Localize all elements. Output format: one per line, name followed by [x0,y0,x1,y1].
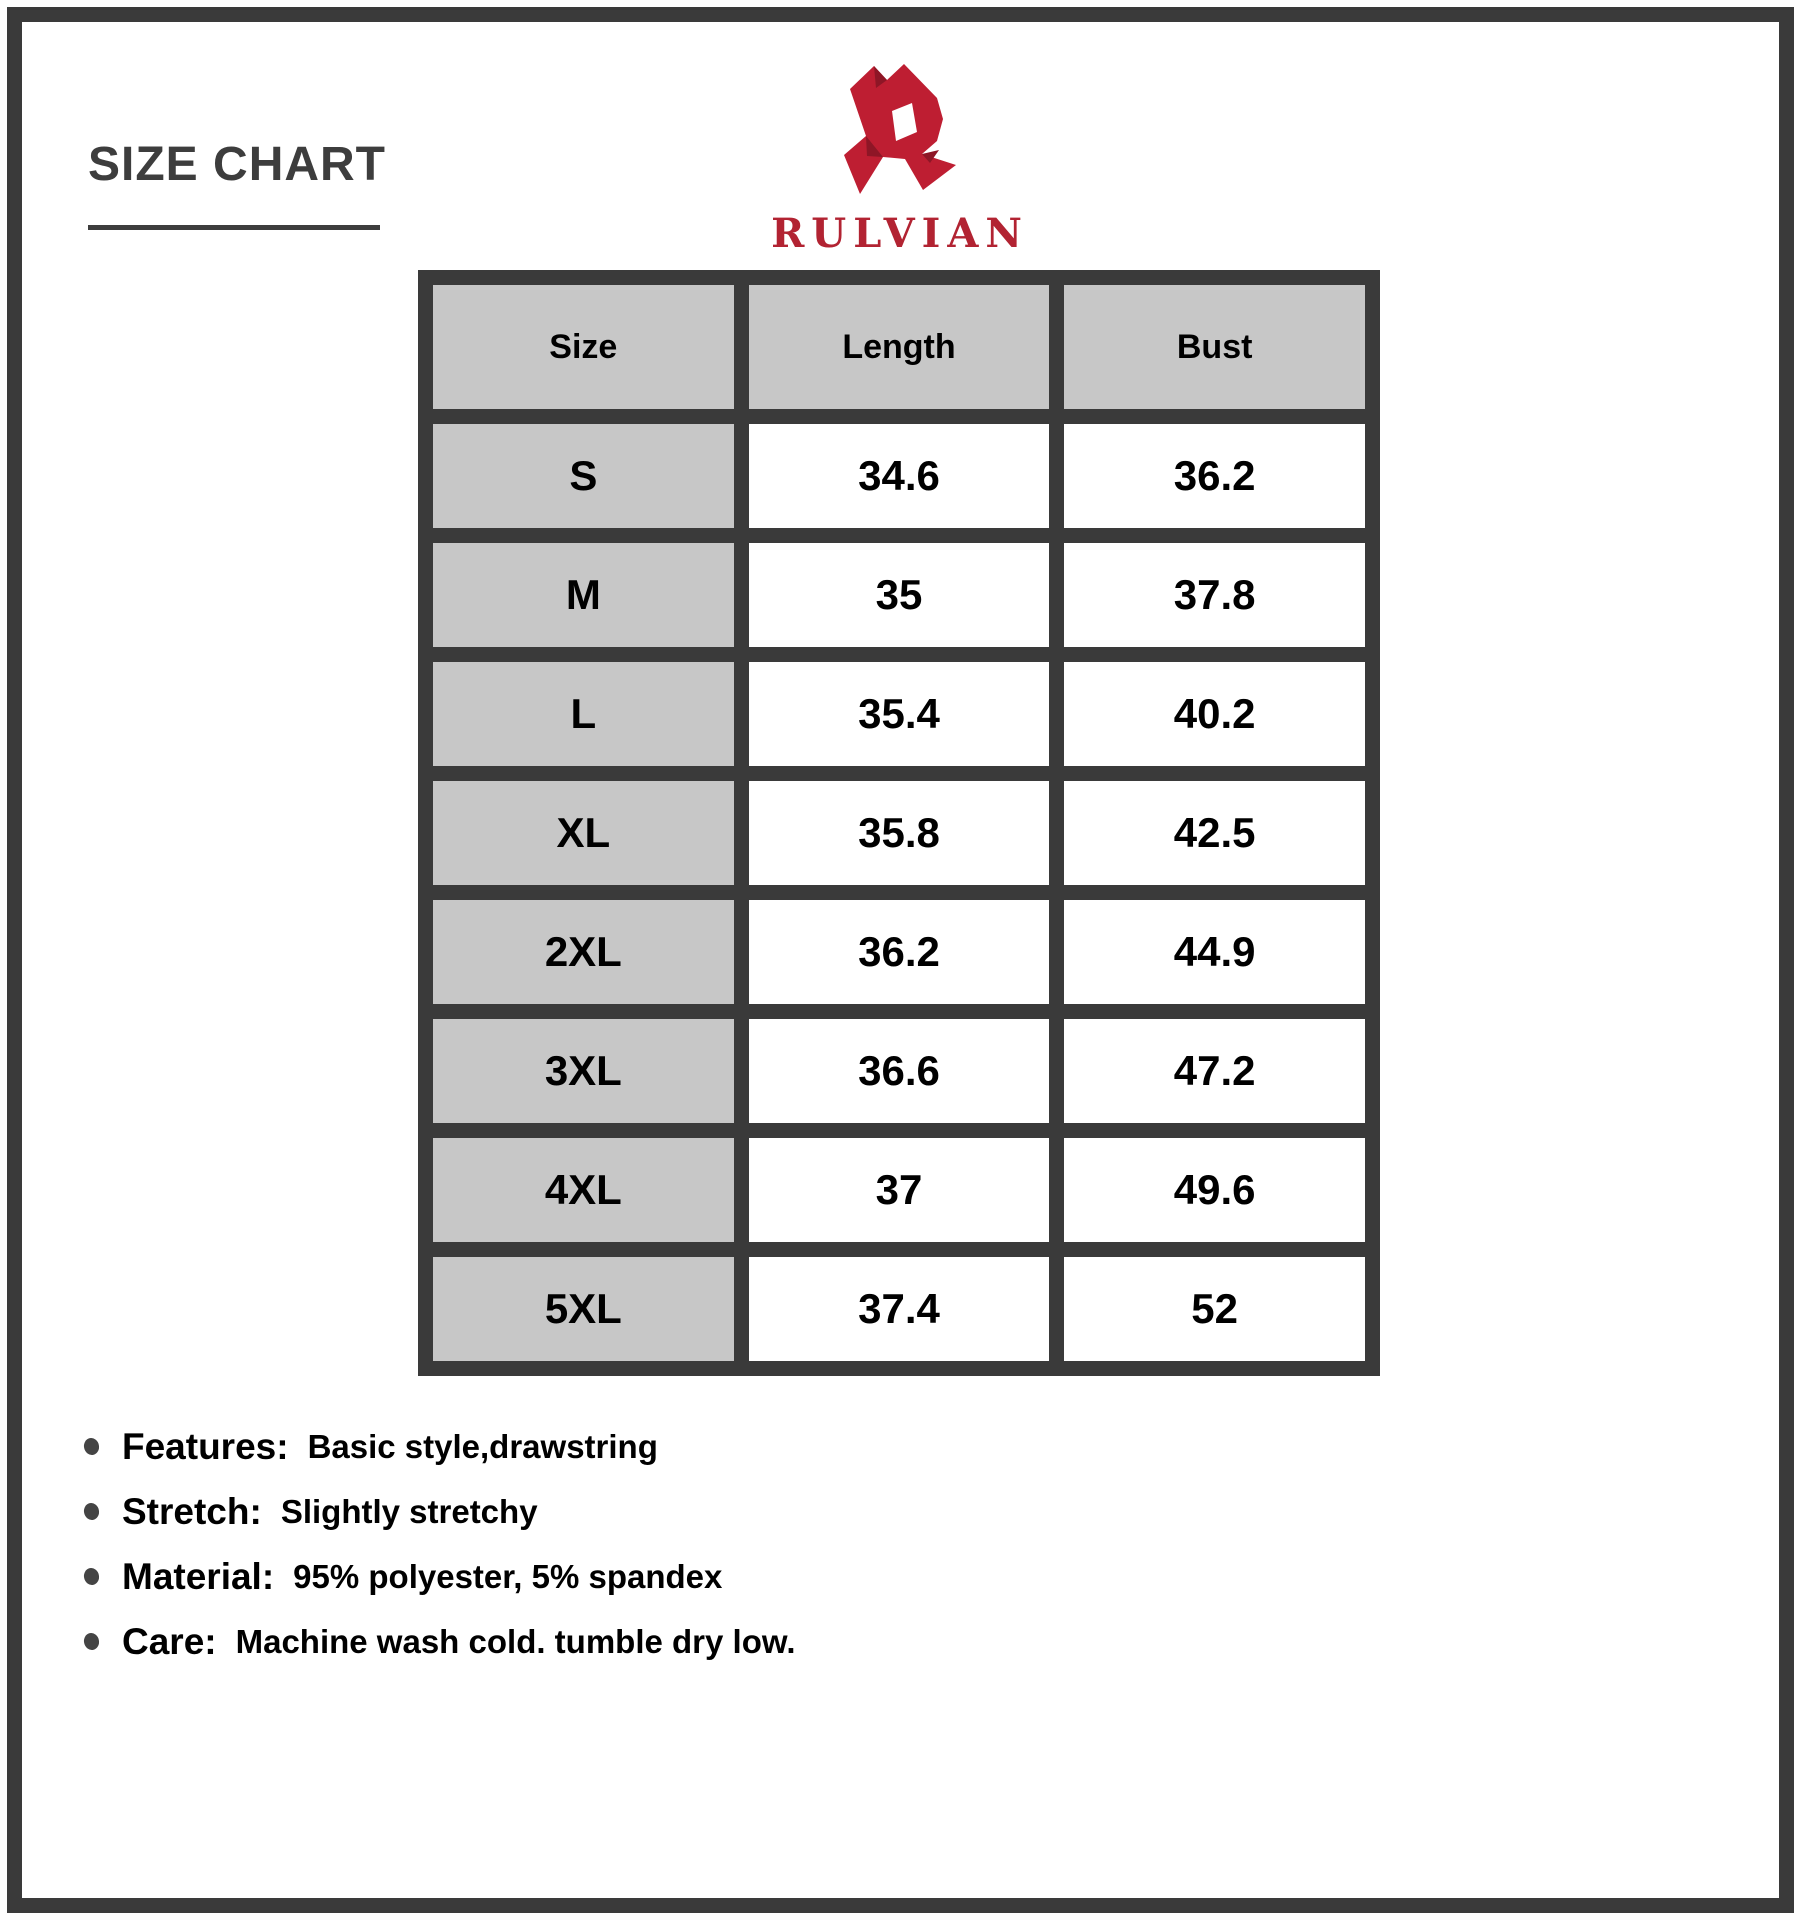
length-cell: 35.4 [749,662,1050,766]
table-row [433,424,1365,528]
brand-wordmark: RULVIAN [771,210,1029,257]
size-cell: 4XL [433,1138,734,1242]
bullet-icon [82,1632,100,1652]
column-header-bust: Bust [1064,285,1365,409]
size-cell: M [433,543,734,647]
detail-label: Material: [122,1555,275,1597]
product-details-list [84,1414,795,1674]
list-item [84,1544,795,1609]
size-cell: 5XL [433,1257,734,1361]
table-row [433,543,1365,647]
table-row [433,781,1365,885]
detail-value: Machine wash cold. tumble dry low. [235,1622,796,1660]
bust-cell: 44.9 [1064,900,1365,1004]
detail-label: Stretch: [122,1490,262,1532]
table-row [433,1019,1365,1123]
column-header-size: Size [433,285,734,409]
table-header-row [433,285,1365,409]
list-item [84,1609,795,1674]
detail-value: Slightly stretchy [280,1492,538,1530]
length-cell: 36.2 [749,900,1050,1004]
column-header-length: Length [749,285,1050,409]
size-cell: S [433,424,734,528]
bust-cell: 49.6 [1064,1138,1365,1242]
table-row [433,1138,1365,1242]
page-title-block [88,138,386,230]
size-cell: XL [433,781,734,885]
bust-cell: 47.2 [1064,1019,1365,1123]
table-row [433,900,1365,1004]
page-title: SIZE CHART [88,138,386,191]
bullet-icon [82,1502,100,1522]
list-item [84,1414,795,1479]
bust-cell: 40.2 [1064,662,1365,766]
bullet-icon [82,1567,100,1587]
length-cell: 37.4 [749,1257,1050,1361]
size-chart-table [418,270,1380,1376]
bust-cell: 52 [1064,1257,1365,1361]
brand-block [690,56,1110,257]
length-cell: 35.8 [749,781,1050,885]
length-cell: 36.6 [749,1019,1050,1123]
detail-value: Basic style,drawstring [307,1427,658,1465]
detail-label: Care: [122,1620,217,1662]
table-row [433,662,1365,766]
bust-cell: 42.5 [1064,781,1365,885]
length-cell: 35 [749,543,1050,647]
length-cell: 37 [749,1138,1050,1242]
detail-label: Features: [122,1425,289,1467]
bust-cell: 36.2 [1064,424,1365,528]
bullet-icon [82,1437,100,1457]
length-cell: 34.6 [749,424,1050,528]
title-underline [88,225,380,230]
size-cell: 3XL [433,1019,734,1123]
bust-cell: 37.8 [1064,543,1365,647]
brand-logo-icon [825,56,975,204]
size-cell: 2XL [433,900,734,1004]
size-cell: L [433,662,734,766]
detail-value: 95% polyester, 5% spandex [293,1557,723,1595]
list-item [84,1479,795,1544]
table-row [433,1257,1365,1361]
